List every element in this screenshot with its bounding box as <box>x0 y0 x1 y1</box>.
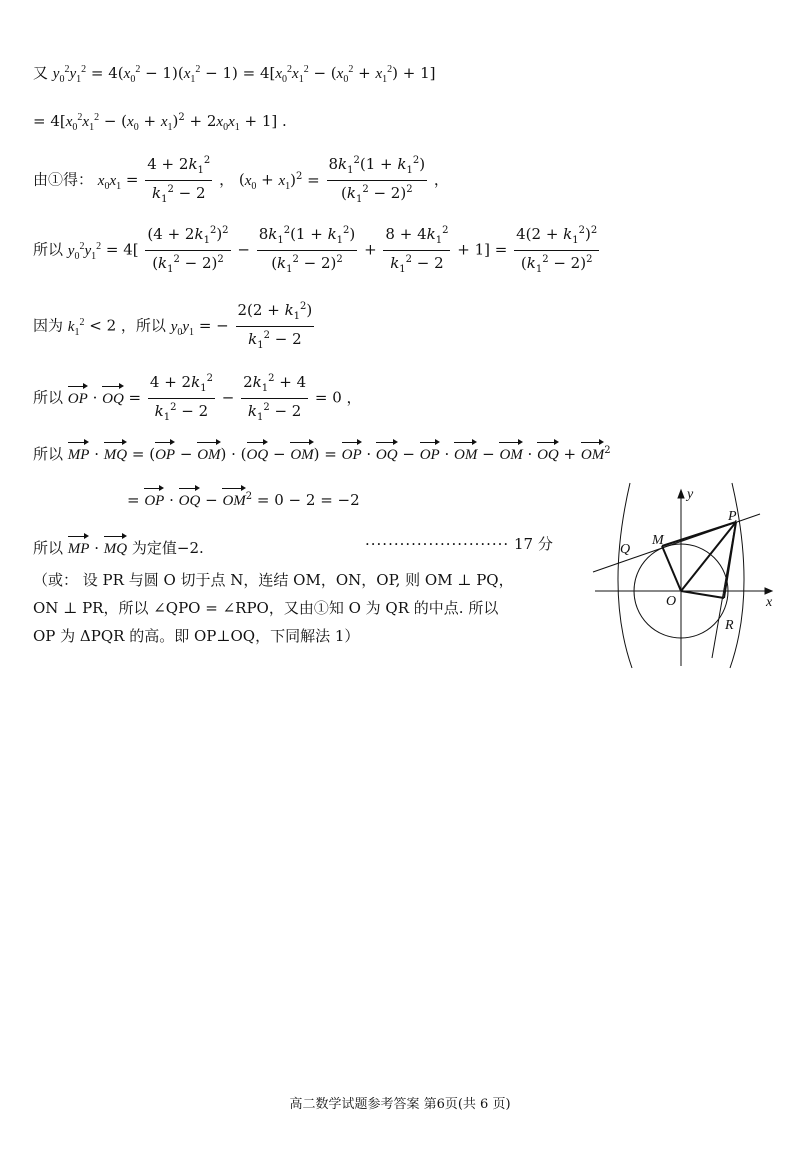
label-p: P <box>728 509 737 524</box>
segment-mp <box>662 522 736 546</box>
equation-line-1: 又 $y_0^2y_1^2 = 4(x_0^2 - 1)(x_1^2 - 1) = 4[x_0^2x_1^2 - (x_0^2 + x_1^2) + 1]$ <box>33 64 436 85</box>
note-line-2: ON ⊥ PR，所以 ∠QPO = ∠RPO，又由①知 O 为 QR 的中点. 所以 <box>33 599 499 617</box>
equation-line-3: 由①得： $x_0x_1$ = $\frac{4 + 2k_1^2}{k_1^2 - 2}$ ， $(x_0 + x_1)^2$ = $\frac{8k_1^2(1 + k_1^2)}{(k_1^2 - 2)^2}$ ， <box>33 152 449 209</box>
constant-value: −2 <box>176 539 200 557</box>
line-mid-text: ，所以 <box>120 316 166 335</box>
line-lead-text: 由①得： <box>33 170 94 189</box>
equation-line-7: 所以 MP · MQ = (OP − OM) · (OQ − OM) = OP · OQ − OP · OM − OM · OQ + $OM^2$ <box>33 440 611 465</box>
page-footer: 高二数学试题参考答案 第6页(共 6 页) <box>289 1097 511 1112</box>
equation-line-4: 所以 $y_0^2y_1^2 = 4$[ $\frac{(4 + 2k_1^2)^2}{(k_1^2 - 2)^2}$ − $\frac{8k_1^2(1 + k_1^2)}{(k_1^2 - 2)^2}$ + $\frac{8 + 4k_1^2}{k_1^2 - 2}$ + 1] = $\frac{4(2 + k_1^2)^2}{(k_1^2 - 2)^2}$ <box>33 222 601 279</box>
label-q: Q <box>620 542 631 557</box>
label-o: O <box>666 594 677 609</box>
label-m: M <box>652 533 664 548</box>
label-x: x <box>766 595 773 610</box>
line-lead-text: 所以 <box>33 240 64 259</box>
equation-line-6: 所以 OP · OQ = $\frac{4 + 2k_1^2}{k_1^2 - 2}$ − $\frac{2k_1^2 + 4}{k_1^2 - 2}$ = 0 ， <box>33 370 362 427</box>
label-y: y <box>687 487 694 502</box>
equation-line-9: 所以 MP · MQ 为定值−2. <box>33 534 204 559</box>
note-line-3: OP 为 ΔPQR 的高。即 OP⊥OQ，下同解法 1） <box>33 627 360 645</box>
equation-line-2: = $4[x_0^2x_1^2 - (x_0 + x_1)^2 + 2x_0x_1 + 1]$ . <box>33 112 287 133</box>
x-axis-arrow <box>765 588 772 594</box>
score-marker <box>365 534 553 554</box>
y-axis-arrow <box>678 490 684 498</box>
line-lead-text: 所以 <box>33 388 64 407</box>
score-text: 17 分 <box>513 535 553 553</box>
equation-line-5: 因为 $k_1^2 < 2$ ，所以 $y_0y_1$ = − $\frac{2(2 + k_1^2)}{k_1^2 - 2}$ <box>33 298 316 355</box>
segment-om <box>662 546 681 591</box>
line-lead-text: 所以 <box>33 445 64 463</box>
label-r: R <box>725 618 734 633</box>
hyperbola-left-branch <box>618 483 632 668</box>
line-lead-text: 又 <box>33 64 49 82</box>
score-dots: ························· <box>365 535 510 553</box>
note-line-1: （或： 设 PR 与圆 O 切于点 N，连结 OM，ON，OP, 则 OM ⊥ PQ， <box>33 571 514 589</box>
line-lead-text: 所以 <box>33 539 64 557</box>
line-tail-text: 为定值 <box>131 539 177 557</box>
segment-or <box>681 591 724 598</box>
equation-line-8: = OP · OQ − $OM^2 = 0 - 2 = -2$ <box>127 486 360 511</box>
line-lead-text: 因为 <box>33 316 64 335</box>
geometry-figure <box>590 478 785 673</box>
